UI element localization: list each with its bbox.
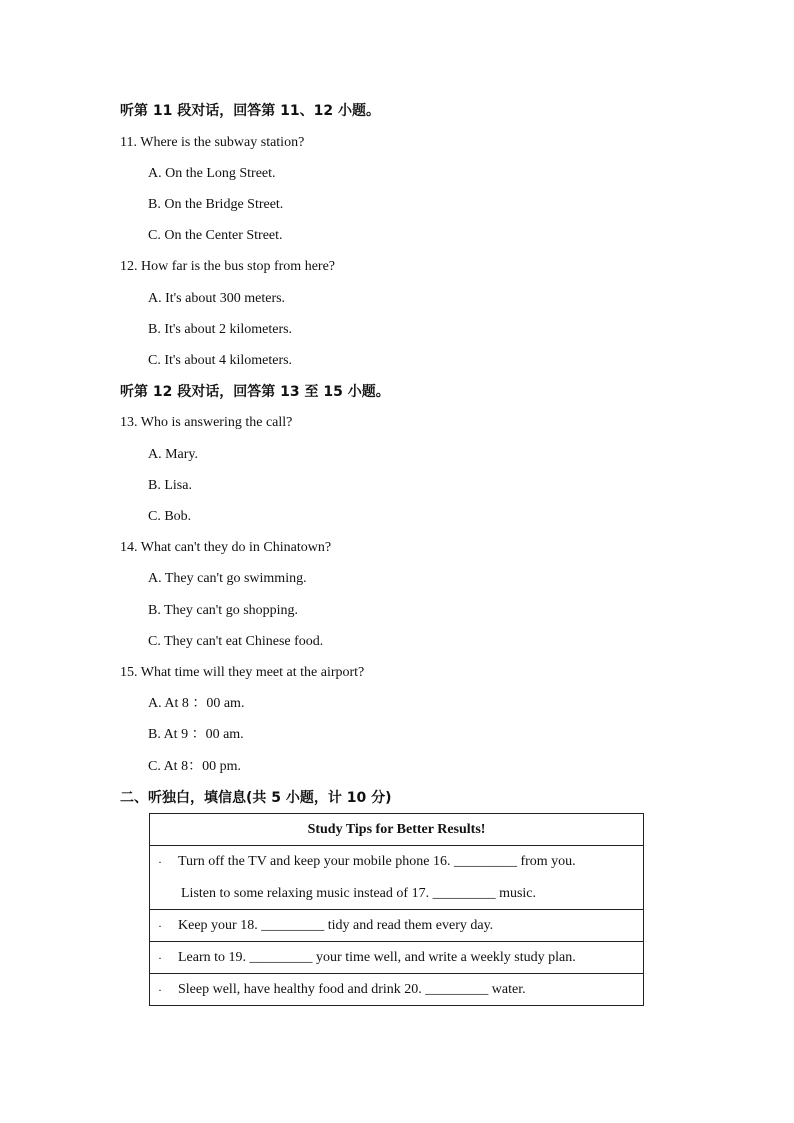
question-12-option-b: B. It's about 2 kilometers. [148,322,293,337]
study-tips-title: Study Tips for Better Results! [150,814,643,846]
part-2-heading: 二、听独白，填信息(共 5 小题，计 10 分) [120,790,392,806]
tip-18-text: Keep your 18. _________ tidy and read them every day. [178,918,494,933]
question-11-stem: 11. Where is the subway station? [120,135,305,150]
tip-16-text: Turn off the TV and keep your mobile phone 16. _________ from you. [178,854,576,869]
question-11-option-b: B. On the Bridge Street. [148,197,284,212]
study-tips-table [149,813,644,1006]
bullet-icon: · [158,919,162,933]
question-13-option-c: C. Bob. [148,509,192,524]
section-heading-dialogue-12: 听第 12 段对话，回答第 13 至 15 小题。 [120,384,390,400]
question-14-option-c: C. They can't eat Chinese food. [148,634,324,649]
study-tips-row-3 [150,942,643,974]
study-tips-row-2 [150,910,643,942]
question-14-option-a: A. They can't go swimming. [148,571,307,586]
question-11-option-a: A. On the Long Street. [148,166,276,181]
tip-19-text: Learn to 19. _________ your time well, and write a weekly study plan. [178,950,576,965]
question-13-option-a: A. Mary. [148,447,199,462]
question-13-stem: 13. Who is answering the call? [120,415,293,430]
question-15-option-c: C. At 8：00 pm. [148,759,241,774]
study-tips-row-1 [150,846,643,910]
question-15-option-a: A. At 8 ：00 am. [148,696,245,711]
tip-17-text: Listen to some relaxing music instead of 17. _________ music. [181,886,537,901]
question-15-option-b: B. At 9 ：00 am. [148,727,244,742]
question-12-option-a: A. It's about 300 meters. [148,291,286,306]
question-11-option-c: C. On the Center Street. [148,228,283,243]
question-14-option-b: B. They can't go shopping. [148,603,299,618]
study-tips-row-4 [150,974,643,1005]
tip-20-text: Sleep well, have healthy food and drink 20. _________ water. [178,982,526,997]
question-14-stem: 14. What can't they do in Chinatown? [120,540,332,555]
question-15-stem: 15. What time will they meet at the airport? [120,665,365,680]
section-heading-dialogue-11: 听第 11 段对话，回答第 11、12 小题。 [120,103,380,119]
bullet-icon: · [158,855,162,869]
question-13-option-b: B. Lisa. [148,478,192,493]
bullet-icon: · [158,951,162,965]
question-12-option-c: C. It's about 4 kilometers. [148,353,293,368]
question-12-stem: 12. How far is the bus stop from here? [120,259,336,274]
bullet-icon: · [158,983,162,997]
